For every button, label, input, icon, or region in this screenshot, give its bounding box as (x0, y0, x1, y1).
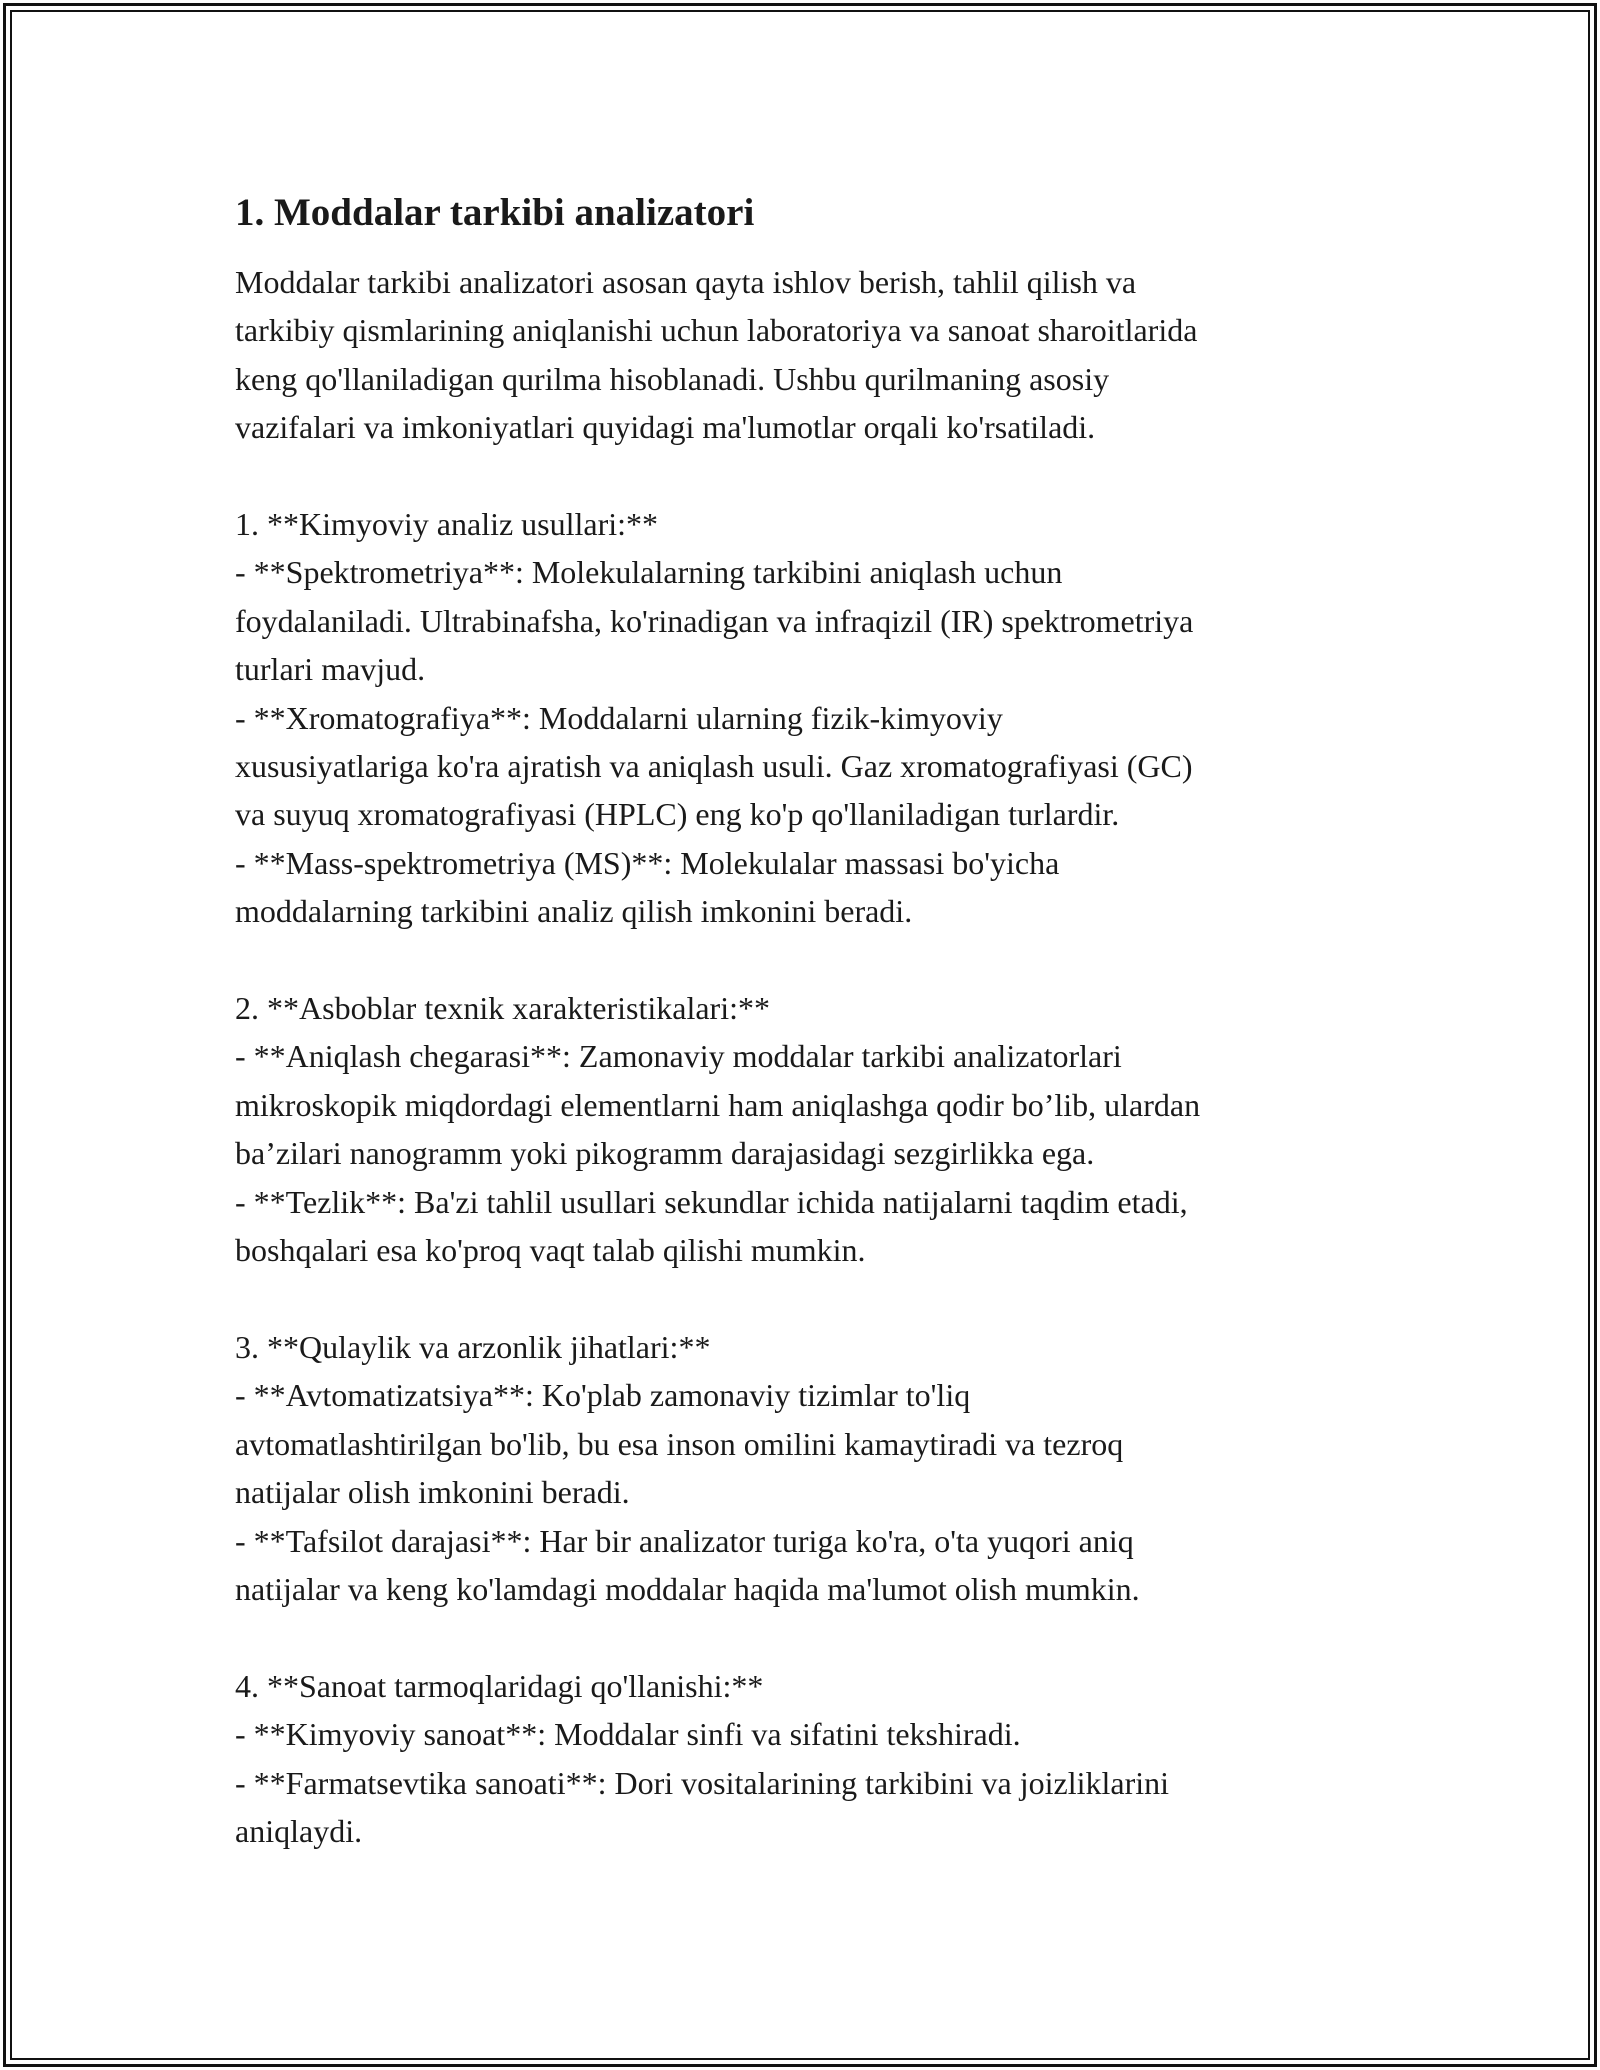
list-item: - **Avtomatizatsiya**: Ko'plab zamonaviy tizimlar to'liq avtomatlashtirilgan bo'lib, bu esa inson omilini kamaytiradi va tezroq natijalar olish imkonini beradi. (235, 1377, 1124, 1511)
blank-line (235, 452, 1365, 500)
section-1 (235, 500, 1365, 936)
blank-line (235, 936, 1365, 984)
section-heading: 4. **Sanoat tarmoqlaridagi qo'llanishi:** (235, 1667, 764, 1704)
blank-line (235, 1613, 1365, 1661)
section-4 (235, 1662, 1365, 1856)
list-item: - **Tezlik**: Ba'zi tahlil usullari sekundlar ichida natijalarni taqdim etadi, boshqalari esa ko'proq vaqt talab qilishi mumkin. (235, 1183, 1188, 1269)
list-item: - **Aniqlash chegarasi**: Zamonaviy moddalar tarkibi analizatorlari mikroskopik miqdordagi elementlarni ham aniqlashga qodir bo’lib, ulardan ba’zilari nanogramm yoki pikogramm darajasidagi sezgirlikka ega. (235, 1038, 1201, 1172)
intro-paragraph: Moddalar tarkibi analizatori asosan qayta ishlov berish, tahlil qilish va tarkibiy qismlarining aniqlanishi uchun laboratoriya va sanoat sharoitlarida keng qo'llaniladigan qurilma hisoblanadi. Ushbu qurilmaning asosiy vazifalari va imkoniyatlari quyidagi ma'lumotlar orqali ko'rsatiladi. (235, 264, 1198, 446)
document-body (235, 188, 1365, 1855)
section-heading: 3. **Qulaylik va arzonlik jihatlari:** (235, 1328, 711, 1365)
section-3 (235, 1323, 1365, 1613)
section-heading: 2. **Asboblar texnik xarakteristikalari:** (235, 990, 770, 1027)
section-2 (235, 984, 1365, 1274)
list-item: - **Mass-spektrometriya (MS)**: Molekulalar massasi bo'yicha moddalarning tarkibini analiz qilish imkonini beradi. (235, 844, 1060, 930)
list-item: - **Spektrometriya**: Molekulalarning tarkibini aniqlash uchun foydalaniladi. Ultrabinafsha, ko'rinadigan va infraqizil (IR) spektrometriya turlari mavjud. (235, 554, 1194, 688)
document-title: 1. Moddalar tarkibi analizatori (235, 191, 755, 234)
section-heading: 1. **Kimyoviy analiz usullari:** (235, 506, 659, 543)
blank-line (235, 1275, 1365, 1323)
list-item: - **Farmatsevtika sanoati**: Dori vositalarining tarkibini va joizliklarini aniqlaydi. (235, 1764, 1170, 1849)
list-item: - **Tafsilot darajasi**: Har bir analizator turiga ko'ra, o'ta yuqori aniq natijalar va keng ko'lamdagi moddalar haqida ma'lumot olish mumkin. (235, 1522, 1140, 1607)
list-item: - **Kimyoviy sanoat**: Moddalar sinfi va sifatini tekshiradi. (235, 1716, 1021, 1753)
list-item: - **Xromatografiya**: Moddalarni ularning fizik-kimyoviy xususiyatlariga ko'ra ajratish va aniqlash usuli. Gaz xromatografiyasi (GC) va suyuq xromatografiyasi (HPLC) eng ko'p qo'llaniladigan turlardir. (235, 699, 1193, 833)
